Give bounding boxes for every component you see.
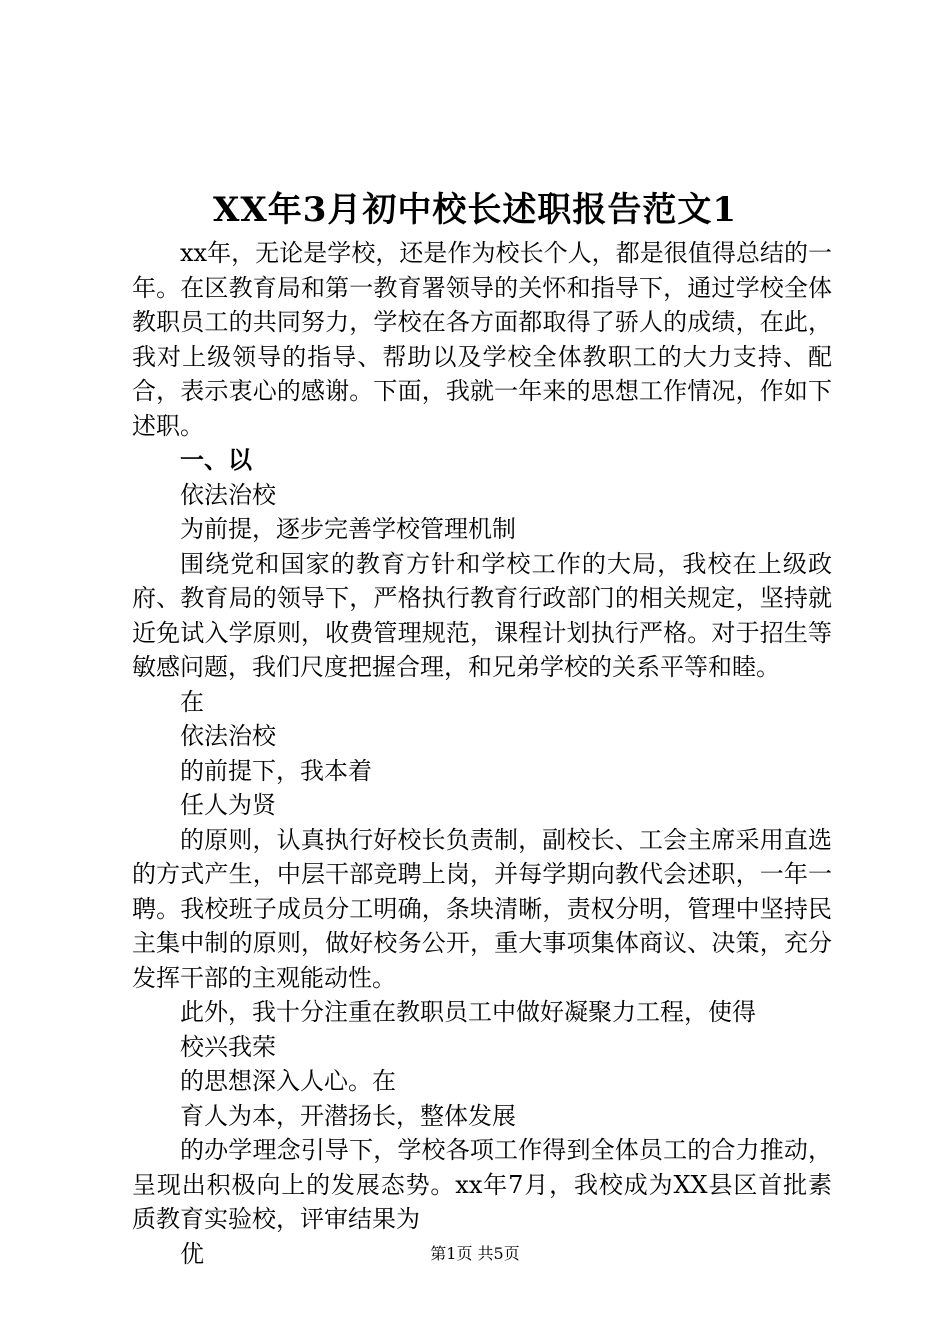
document-title: XX年3月初中校长述职报告范文1 — [212, 190, 738, 230]
paragraph-line: 依法治校 — [180, 722, 276, 750]
paragraph-line: 在 — [180, 687, 204, 716]
paragraph-line: 校兴我荣 — [180, 1032, 276, 1061]
paragraph-intro: xx年，无论是学校，还是作为校长个人，都是很值得总结的一年。在区教育局和第一教育署领导的关怀和指导下，通过学校全体教职员工的共同努力，学校在各方面都取得了骄人的成绩，在此，我对上级领导的指导、帮助以及学校全体教职工的大力支持、配合，表示衷心的感谢。下面，我就一年来的思想工作情况，作如下述职。 — [132, 239, 832, 440]
section-heading-1: 一、以 — [180, 445, 252, 474]
paragraph-line: 为前提，逐步完善学校管理机制 — [180, 515, 516, 543]
paragraph-body: 的办学理念引导下，学校各项工作得到全体员工的合力推动，呈现出积极向上的发展态势。xx年7月，我校成为XX县区首批素质教育实验校，评审结果为 — [132, 1136, 832, 1233]
page-indicator: 第1页 共5页 — [430, 1244, 520, 1263]
paragraph-body: 的原则，认真执行好校长负责制，副校长、工会主席采用直选的方式产生，中层干部竞聘上岗，并每学期向教代会述职，一年一聘。我校班子成员分工明确，条块清晰，责权分明，管理中坚持民主集中制的原则，做好校务公开，重大事项集体商议、决策，充分发挥干部的主观能动性。 — [132, 825, 832, 992]
paragraph-line: 任人为贤 — [180, 791, 276, 819]
paragraph-line: 优 — [180, 1239, 204, 1268]
paragraph-line: 的前提下，我本着 — [180, 756, 372, 785]
paragraph-line: 的思想深入人心。在 — [180, 1067, 396, 1095]
paragraph-line: 依法治校 — [180, 480, 276, 509]
paragraph-line: 育人为本，开潜扬长，整体发展 — [180, 1101, 516, 1130]
paragraph-body: 围绕党和国家的教育方针和学校工作的大局，我校在上级政府、教育局的领导下，严格执行教育行政部门的相关规定，坚持就近免试入学原则，收费管理规范，课程计划执行严格。对于招生等敏感问题，我们尺度把握合理，和兄弟学校的关系平等和睦。 — [132, 549, 832, 681]
paragraph-line: 此外，我十分注重在教职员工中做好凝聚力工程，使得 — [180, 998, 756, 1026]
document-body — [132, 236, 832, 1271]
